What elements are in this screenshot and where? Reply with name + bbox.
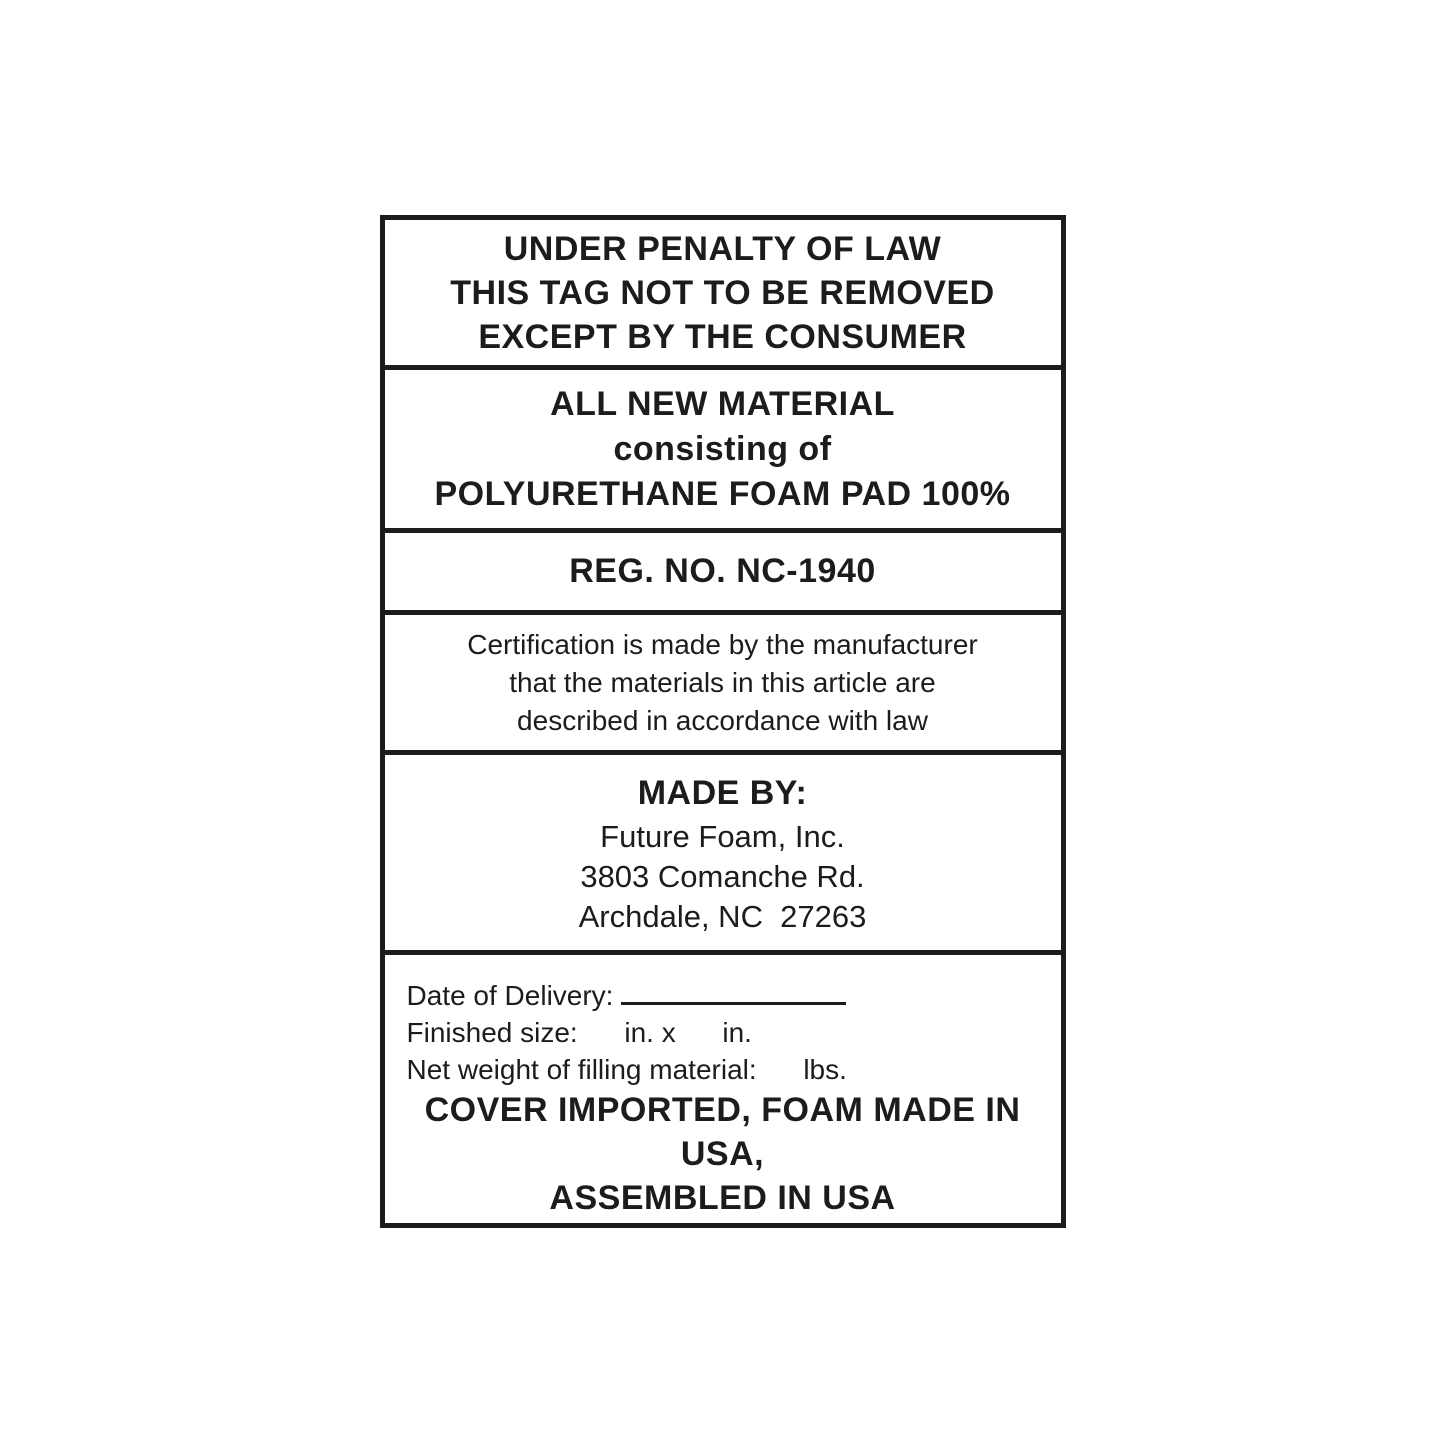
date-of-delivery-row	[407, 977, 1045, 1014]
fill-in-block	[385, 977, 1061, 1088]
manufacturer-city-state-zip: Archdale, NC 27263	[578, 898, 867, 934]
origin-line-2: ASSEMBLED IN USA	[549, 1179, 896, 1217]
material-contents-section	[385, 370, 1061, 533]
material-line-2: consisting of	[613, 429, 832, 468]
manufacturer-name: Future Foam, Inc.	[600, 818, 845, 854]
made-by-section	[385, 755, 1061, 955]
certification-line-1: Certification is made by the manufacturer	[467, 628, 978, 660]
origin-line-1: COVER IMPORTED, FOAM MADE IN USA,	[424, 1091, 1031, 1173]
made-by-heading: MADE BY:	[637, 773, 808, 812]
origin-statement	[385, 1088, 1061, 1220]
certification-section	[385, 615, 1061, 755]
penalty-line-3: EXCEPT BY THE CONSUMER	[478, 317, 967, 356]
law-tag-label	[380, 215, 1066, 1228]
penalty-warning-section	[385, 220, 1061, 370]
registration-number: REG. NO. NC-1940	[569, 552, 876, 590]
penalty-line-1: UNDER PENALTY OF LAW	[503, 229, 942, 268]
certification-line-2: that the materials in this article are	[509, 666, 936, 698]
registration-number-section	[385, 533, 1061, 615]
date-of-delivery-label: Date of Delivery:	[406, 980, 614, 1011]
manufacturer-street: 3803 Comanche Rd.	[580, 858, 865, 894]
certification-line-3: described in accordance with law	[517, 704, 928, 736]
material-line-3: POLYURETHANE FOAM PAD 100%	[434, 474, 1011, 513]
date-of-delivery-blank	[621, 981, 846, 1005]
penalty-line-2: THIS TAG NOT TO BE REMOVED	[450, 273, 995, 312]
details-section	[385, 955, 1061, 1223]
net-weight-row: Net weight of filling material: lbs.	[406, 1054, 847, 1085]
finished-size-row: Finished size: in. x in.	[406, 1017, 752, 1048]
material-line-1: ALL NEW MATERIAL	[550, 384, 895, 423]
